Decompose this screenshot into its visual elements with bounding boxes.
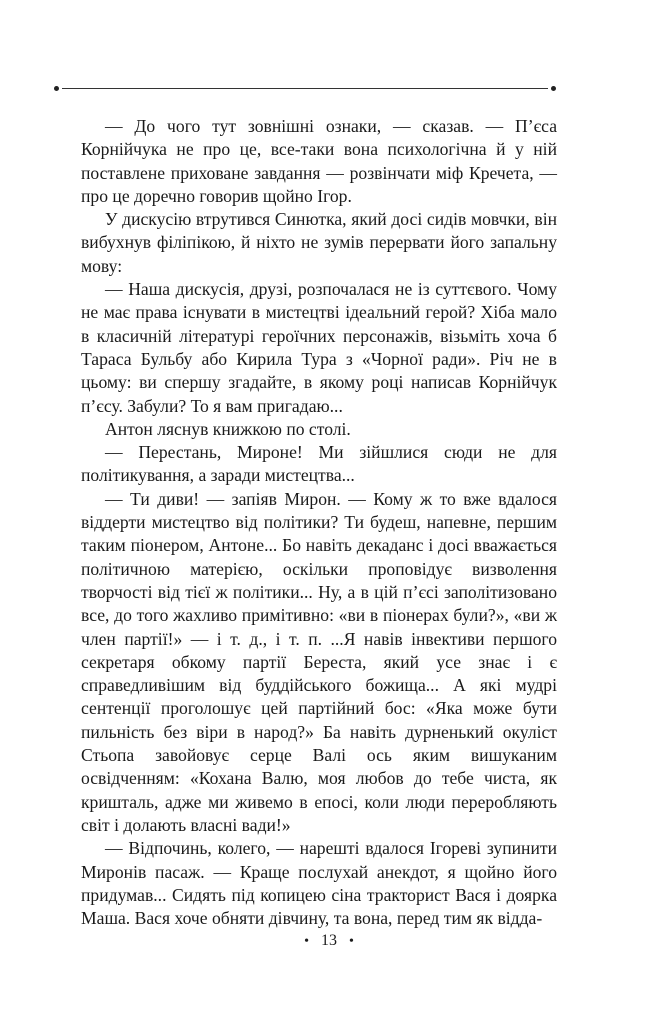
paragraph: — До чого тут зовнішні ознаки, — сказав. — П’єса Корнійчука не про це, все-таки вона психологічна й у ній поставлене приховане завдання — розвінчати міф Кречета, — про це доречно говорив щойно Ігор. bbox=[81, 116, 557, 206]
page-footer bbox=[0, 931, 658, 952]
footer-bullet-right: • bbox=[349, 934, 354, 949]
paragraph: — Наша дискусія, друзі, розпочалася не із суттєвого. Чому не має права існувати в мистецтві ідеальний герой? Хіба мало в класичній літературі героїчних персонажів, візьміть хоча б Тараса Бульбу або Кирила Тура з «Чорної ради». Річ не в цьому: ви спершу згадайте, в якому році написав Корнійчук п’єсу. Забули? То я вам пригадаю... bbox=[81, 279, 557, 416]
body-text bbox=[81, 115, 557, 930]
header-rule-dot-left bbox=[54, 86, 59, 91]
paragraph: У дискусію втрутився Синютка, який досі сидів мовчки, він вибухнув філіпікою, й ніхто не зумів перервати його запальну мову: bbox=[81, 209, 557, 276]
footer-bullet-left: • bbox=[304, 934, 309, 949]
header-rule bbox=[62, 88, 548, 89]
paragraph: — Відпочинь, колего, — нарешті вдалося Ігореві зупинити Миронів пасаж. — Краще послухай анекдот, я щойно його придумав... Сидять під копицею сіна тракторист Вася і доярка Маша. Вася хоче обняти дівчину, та вона, перед тим як відда- bbox=[81, 838, 557, 929]
paragraph: — Ти диви! — запіяв Мирон. — Кому ж то вже вдалося віддерти мистецтво від політики? Ти будеш, напевне, першим таким піонером, Антоне... Бо навіть декаданс і досі вважається політичною матерією, оскільки проповідує визволення творчості від тієї ж політики... Ну, а в цій п’єсі заполітизовано все, до того жахливо примітивно: «ви в піонерах були?», «ви ж член партії!» — і т. д., і т. п. ...Я навів інвективи першого секретаря обкому партії Береста, який усе знає і є справедливішим від буддійського божища... А які мудрі сентенції проголошує цей партійний бос: «Яка може бути пильність без віри в народ?» Ба навіть дурненький окуліст Стьопа завойовує серце Валі ось яким вишуканим освідченням: «Кохана Валю, моя любов до тебе чиста, як кришталь, адже ми живемо в епосі, коли люди переробляють світ і долають власні вади!» bbox=[81, 488, 557, 835]
paragraph: Антон ляснув книжкою по столі. bbox=[105, 418, 351, 439]
page-number: 13 bbox=[321, 932, 337, 949]
header-rule-dot-right bbox=[551, 86, 556, 91]
paragraph: — Перестань, Мироне! Ми зійшлися сюди не для політикування, а заради мистецтва... bbox=[81, 442, 557, 486]
